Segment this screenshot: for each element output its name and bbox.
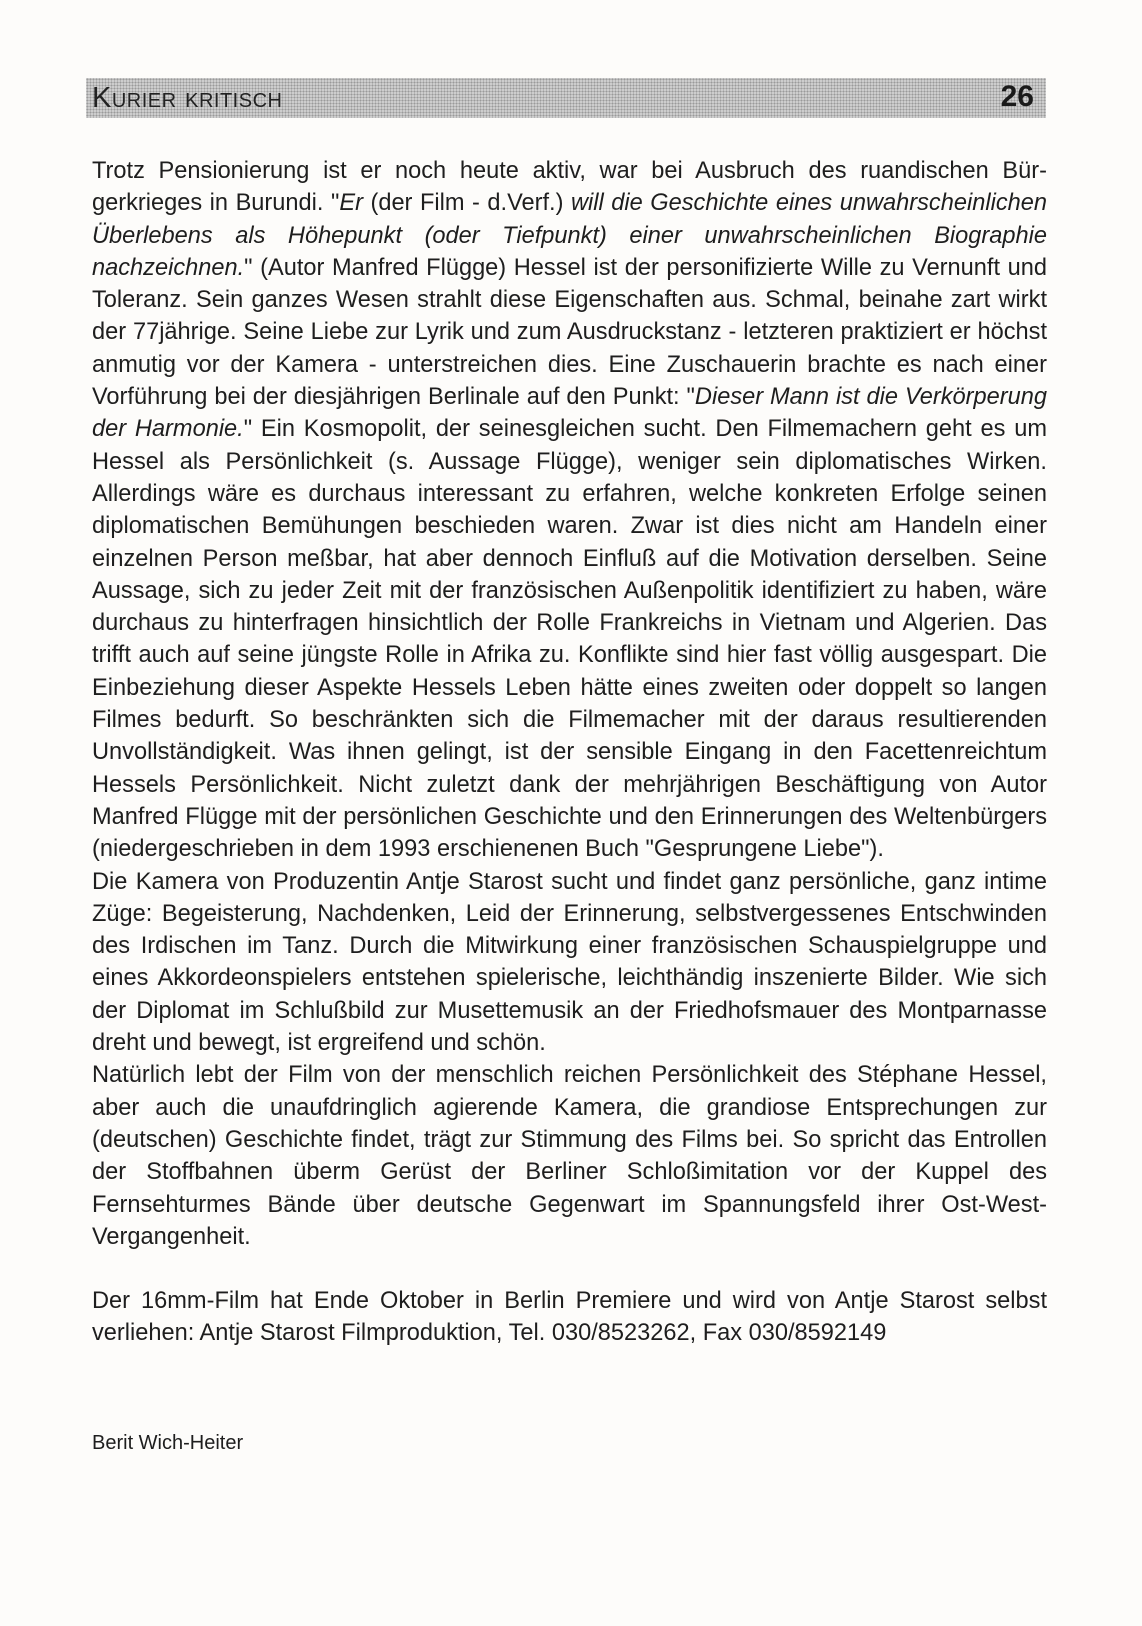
- article-body: [92, 155, 1047, 1350]
- paragraph-1: [92, 155, 1047, 866]
- page-number: 26: [1000, 80, 1034, 113]
- p1-text-3: " (Autor Manfred Flügge) Hessel ist der personifizierte Wille zu Vernunft und Toleranz. Sein ganzes Wesen strahlt diese Eigenschaften aus. Schmal, beinahe zart wirkt der 77jährige. Seine Liebe zur Lyrik und zum Ausdruckstanz - letzteren praktiziert er höchst anmutig vor der Kamera - unterstreichen dies. Eine Zuschauerin brachte es nach einer Vorführung bei der diesjährigen Berlinale auf den Punkt: ": [92, 254, 1047, 411]
- p1-text-2: (der Film - d.Verf.): [362, 190, 571, 217]
- author-signature: Berit Wich-Heiter: [92, 1432, 244, 1454]
- p1-text-1: Trotz Pensionierung ist er noch heute aktiv, war bei Ausbruch des ruandischen Bürgerkrieges in Burundi. ": [92, 158, 1047, 217]
- section-title: Kurier kritisch: [92, 82, 283, 114]
- paragraph-4: Der 16mm-Film hat Ende Oktober in Berlin Premiere und wird von Antje Starost selbst verliehen: Antje Starost Filmproduktion, Tel. 030/8523262, Fax 030/8592149: [92, 1288, 1047, 1347]
- p1-quote-subject: Er: [339, 190, 363, 217]
- section-header-bar: [86, 78, 1046, 118]
- paragraph-3: Natürlich lebt der Film von der menschlich reichen Persönlichkeit des Stéphane Hessel, aber auch die unaufdringlich agierende Kamera, die grandiose Entsprechungen zur (deutschen) Geschichte findet, trägt zur Stimmung des Films bei. So spricht das Entrollen der Stoffbahnen überm Gerüst der Berliner Schloßimitation vor der Kuppel des Fernsehturmes Bände über deutsche Gegenwart im Spannungsfeld ihrer Ost-West-Vergangenheit.: [92, 1062, 1047, 1250]
- p1-quote-film: will die Geschichte eines unwahrscheinlichen Überlebens als Höhepunkt (oder Tiefpunkt) einer unwahrscheinlichen Biographie nachzeichnen.: [92, 190, 1047, 281]
- paragraph-2: Die Kamera von Produzentin Antje Starost sucht und findet ganz persönliche, ganz intime Züge: Begeisterung, Nachdenken, Leid der Erinnerung, selbstvergessenes Entschwinden des Irdischen im Tanz. Durch die Mitwirkung einer französischen Schauspielgruppe und eines Akkordeonspielers entstehen spielerische, leichthändig inszenierte Bilder. Wie sich der Diplomat im Schlußbild zur Musettemusik an der Friedhofsmauer des Montparnasse dreht und bewegt, ist ergreifend und schön.: [92, 868, 1047, 1057]
- p1-text-4: " Ein Kosmopolit, der seinesgleichen sucht. Den Filmemachern geht es um Hessel als Persönlichkeit (s. Aussage Flügge), weniger sein diplomatisches Wirken. Allerdings wäre es durchaus interessant zu erfahren, welche konkreten Erfolge seinen diplomatischen Bemühungen beschieden waren. Zwar ist dies nicht am Handeln einer einzelnen Person meßbar, hat aber dennoch Einfluß auf die Motivation derselben. Seine Aussage, sich zu jeder Zeit mit der französischen Außenpolitik identifiziert zu haben, wäre durchaus zu hinterfragen hinsichtlich der Rolle Frankreichs in Vietnam und Algerien. Das trifft auch auf seine jüngste Rolle in Afrika zu. Konflikte sind hier fast völlig ausgespart. Die Einbeziehung dieser Aspekte Hessels Leben hätte eines zweiten oder doppelt so langen Filmes bedurft. So beschränkten sich die Filmemacher mit der daraus resultierenden Unvollständigkeit. Was ihnen gelingt, ist der sensible Eingang in den Facettenreichtum Hessels Persönlichkeit. Nicht zuletzt dank der mehrjährigen Beschäftigung von Autor Manfred Flügge mit der persönlichen Geschichte und den Erinnerungen des Weltenbürgers (niedergeschrieben in dem 1993 erschienenen Buch "Gesprungene Liebe").: [92, 416, 1047, 863]
- p1-quote-viewer: Dieser Mann ist die Verkörperung der Harmonie.: [92, 384, 1047, 443]
